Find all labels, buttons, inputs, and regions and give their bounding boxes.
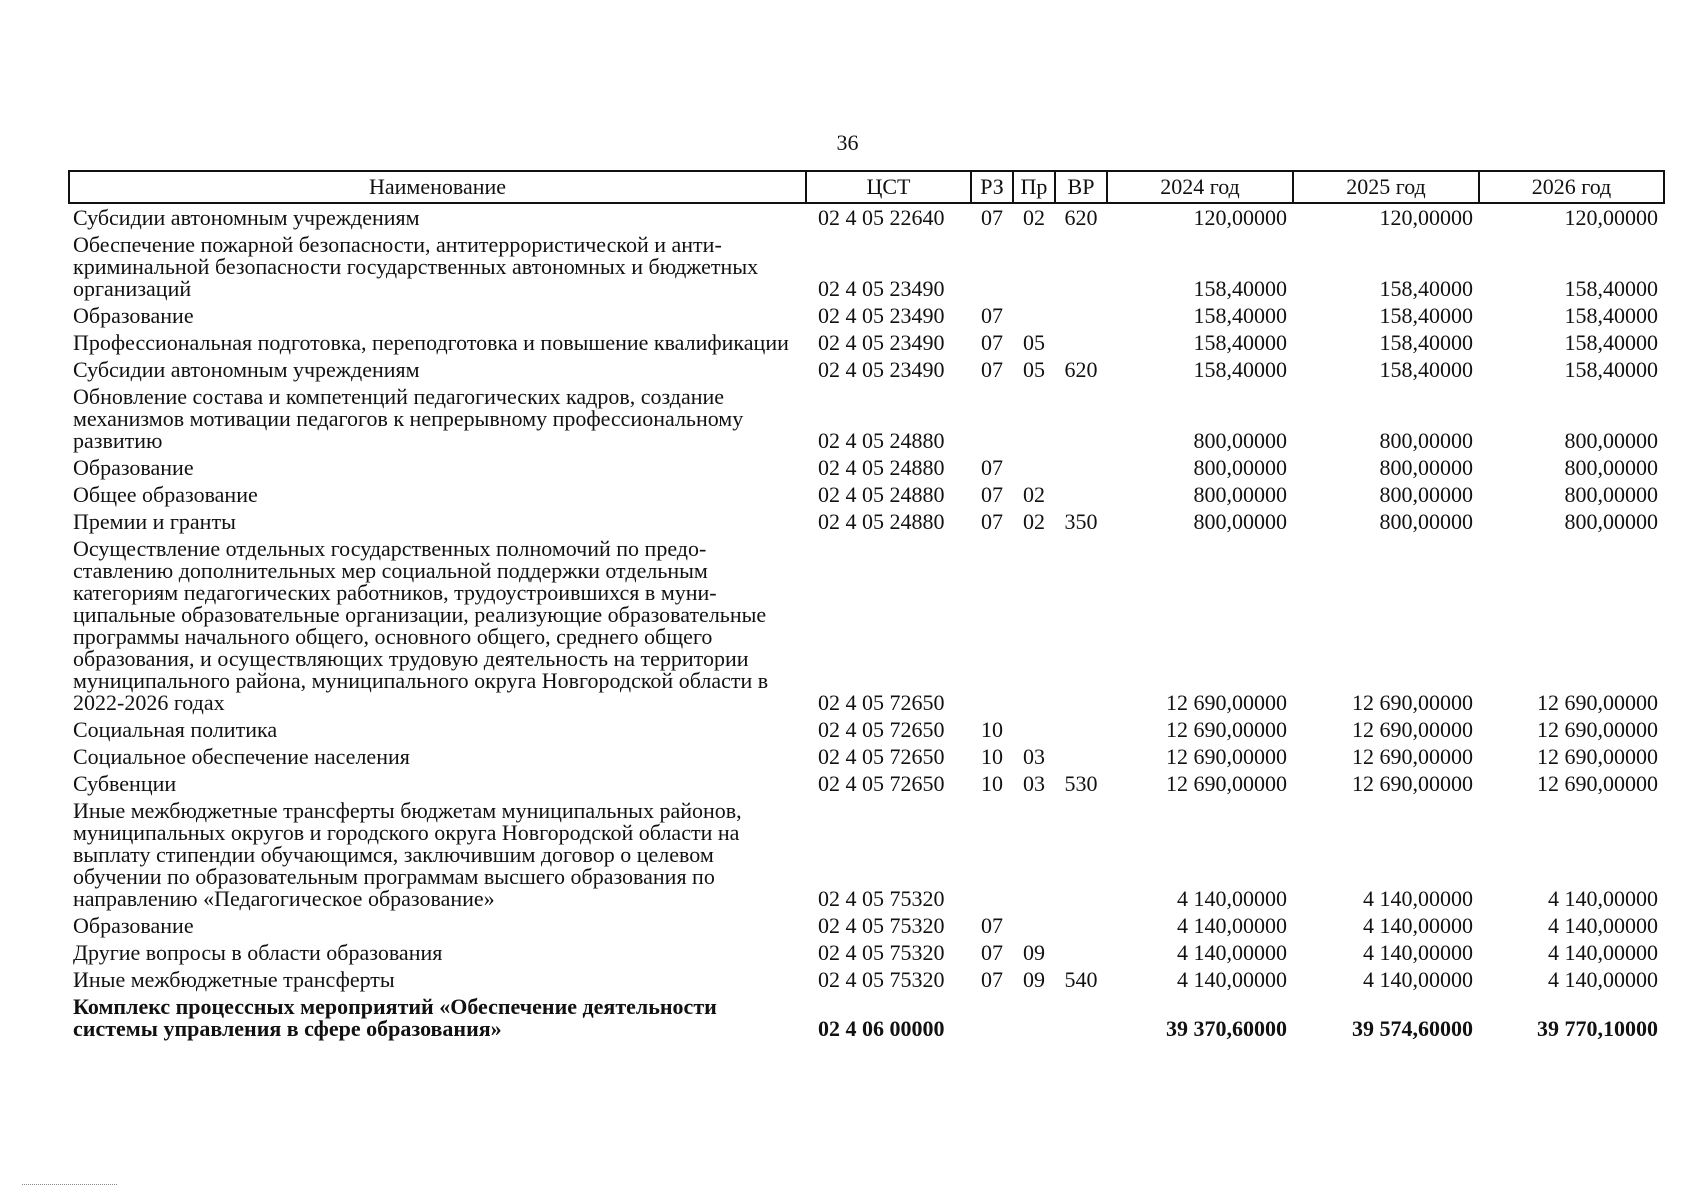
- cell-name: Социальное обеспечение населения: [73, 744, 410, 769]
- cell-cst: 02 4 05 72650: [818, 771, 945, 796]
- cell-pr: [1013, 912, 1055, 939]
- cell-2025: 158,40000: [1379, 303, 1473, 328]
- cell-2024: 800,00000: [1193, 428, 1287, 453]
- cell-2025: 12 690,00000: [1352, 744, 1473, 769]
- cell-pr: [1013, 231, 1055, 302]
- cell-cst: 02 4 05 75320: [818, 913, 945, 938]
- cell-name: Иные межбюджетные трансферты бюджетам муниципальных районов, муниципальных округов и городского округа Новгородской области на выплату стипендии обучающимся, заключившим договор о целевом обучении по образовательным программам высшего образования по направлению «Педагогическое образование»: [73, 798, 742, 911]
- cell-2026: 800,00000: [1564, 482, 1658, 507]
- header-2024: 2024 год: [1107, 171, 1293, 203]
- cell-pr: 02: [1023, 205, 1045, 230]
- cell-2026: 4 140,00000: [1548, 913, 1658, 938]
- cell-2024: 4 140,00000: [1177, 913, 1287, 938]
- cell-vr: [1055, 993, 1107, 1042]
- cell-2026: 4 140,00000: [1548, 940, 1658, 965]
- cell-2025: 158,40000: [1379, 357, 1473, 382]
- cell-cst: 02 4 06 00000: [818, 1016, 945, 1041]
- cell-pr: 05: [1023, 330, 1045, 355]
- cell-name: Общее образование: [73, 482, 258, 507]
- header-2025: 2025 год: [1293, 171, 1479, 203]
- table-row: [69, 912, 1664, 939]
- cell-pr: [1013, 383, 1055, 454]
- cell-2025: 800,00000: [1379, 482, 1473, 507]
- cell-rz: 07: [981, 205, 1003, 230]
- cell-pr: 03: [1023, 771, 1045, 796]
- cell-pr: [1013, 716, 1055, 743]
- table-row: [69, 231, 1664, 302]
- cell-vr: [1055, 302, 1107, 329]
- cell-name: Профессиональная подготовка, переподготовка и повышение квалификации: [73, 330, 789, 355]
- header-2026: 2026 год: [1479, 171, 1664, 203]
- header-rz: РЗ: [971, 171, 1013, 203]
- table-row: [69, 481, 1664, 508]
- table-header: [69, 171, 1664, 203]
- cell-vr: [1055, 535, 1107, 716]
- cell-2026: 158,40000: [1564, 330, 1658, 355]
- cell-name: Осуществление отдельных государственных полномочий по предоставлению дополнительных мер социальной поддержки отдельным категориям педагогических работников, трудоустроившихся в муниципальные образовательные организации, реализующие образовательные программы начального общего, основного общего, среднего общего образования, и осуществляющих трудовую деятельность на территории муниципального района, муниципального округа Новгородской области в 2022-2026 годах: [73, 536, 769, 715]
- cell-name: Комплекс процессных мероприятий «Обеспечение деятельности системы управления в сфере образования»: [73, 994, 717, 1041]
- cell-2024: 4 140,00000: [1177, 886, 1287, 911]
- cell-2024: 158,40000: [1193, 276, 1287, 301]
- header-row: [69, 171, 1664, 203]
- cell-cst: 02 4 05 23490: [818, 276, 945, 301]
- cell-2024: 158,40000: [1193, 357, 1287, 382]
- table-row: [69, 939, 1664, 966]
- table-row: [69, 454, 1664, 481]
- cell-2026: 12 690,00000: [1537, 717, 1658, 742]
- cell-name: Обеспечение пожарной безопасности, антитеррористической и антикриминальной безопасности государственных автономных и бюджетных организаций: [73, 232, 759, 301]
- cell-vr: [1055, 329, 1107, 356]
- header-name: Наименование: [69, 171, 806, 203]
- table-row: [69, 203, 1664, 231]
- cell-rz: 07: [981, 913, 1003, 938]
- cell-cst: 02 4 05 75320: [818, 940, 945, 965]
- cell-vr: [1055, 481, 1107, 508]
- cell-2025: 12 690,00000: [1352, 771, 1473, 796]
- cell-vr: 530: [1064, 771, 1098, 796]
- cell-2026: 12 690,00000: [1537, 771, 1658, 796]
- cell-vr: [1055, 912, 1107, 939]
- footer-rule: [22, 1184, 117, 1186]
- cell-pr: 09: [1023, 967, 1045, 992]
- table-row: [69, 383, 1664, 454]
- cell-2024: 800,00000: [1193, 509, 1287, 534]
- cell-rz: 07: [981, 967, 1003, 992]
- cell-cst: 02 4 05 22640: [818, 205, 945, 230]
- cell-cst: 02 4 05 24880: [818, 455, 945, 480]
- cell-cst: 02 4 05 75320: [818, 886, 945, 911]
- cell-rz: 07: [981, 303, 1003, 328]
- table-row: [69, 966, 1664, 993]
- cell-2024: 39 370,60000: [1166, 1016, 1287, 1041]
- cell-name: Премии и гранты: [73, 509, 236, 534]
- cell-name: Социальная политика: [73, 717, 278, 742]
- cell-cst: 02 4 05 24880: [818, 509, 945, 534]
- header-pr: Пр: [1013, 171, 1055, 203]
- cell-name: Образование: [73, 303, 194, 328]
- cell-rz: 07: [981, 482, 1003, 507]
- cell-rz: [971, 535, 1013, 716]
- cell-2025: 12 690,00000: [1352, 690, 1473, 715]
- table-row: [69, 356, 1664, 383]
- table-row: [69, 770, 1664, 797]
- cell-rz: 10: [981, 744, 1003, 769]
- cell-2025: 800,00000: [1379, 428, 1473, 453]
- cell-vr: [1055, 231, 1107, 302]
- cell-2025: 158,40000: [1379, 276, 1473, 301]
- cell-2024: 12 690,00000: [1166, 744, 1287, 769]
- cell-pr: 02: [1023, 509, 1045, 534]
- cell-pr: [1013, 454, 1055, 481]
- cell-2025: 120,00000: [1379, 205, 1473, 230]
- cell-2026: 39 770,10000: [1537, 1016, 1658, 1041]
- cell-name: Субсидии автономным учреждениям: [73, 205, 420, 230]
- cell-2026: 800,00000: [1564, 509, 1658, 534]
- cell-cst: 02 4 05 72650: [818, 690, 945, 715]
- cell-cst: 02 4 05 75320: [818, 967, 945, 992]
- cell-2025: 800,00000: [1379, 509, 1473, 534]
- cell-2026: 4 140,00000: [1548, 967, 1658, 992]
- cell-pr: 05: [1023, 357, 1045, 382]
- cell-2024: 12 690,00000: [1166, 717, 1287, 742]
- cell-2026: 158,40000: [1564, 276, 1658, 301]
- cell-vr: 620: [1064, 205, 1098, 230]
- cell-2025: 4 140,00000: [1363, 913, 1473, 938]
- cell-cst: 02 4 05 24880: [818, 428, 945, 453]
- header-vr: ВР: [1055, 171, 1107, 203]
- cell-cst: 02 4 05 24880: [818, 482, 945, 507]
- cell-2026: 12 690,00000: [1537, 744, 1658, 769]
- cell-name: Иные межбюджетные трансферты: [73, 967, 395, 992]
- cell-pr: 03: [1023, 744, 1045, 769]
- cell-rz: [971, 383, 1013, 454]
- cell-2024: 158,40000: [1193, 303, 1287, 328]
- cell-rz: 07: [981, 357, 1003, 382]
- cell-2024: 120,00000: [1193, 205, 1287, 230]
- cell-rz: 07: [981, 509, 1003, 534]
- cell-rz: 10: [981, 771, 1003, 796]
- cell-pr: [1013, 302, 1055, 329]
- cell-2025: 39 574,60000: [1352, 1016, 1473, 1041]
- cell-cst: 02 4 05 23490: [818, 303, 945, 328]
- cell-cst: 02 4 05 23490: [818, 330, 945, 355]
- cell-rz: [971, 797, 1013, 912]
- table-row: [69, 508, 1664, 535]
- table-row: [69, 716, 1664, 743]
- cell-2026: 12 690,00000: [1537, 690, 1658, 715]
- cell-2025: 4 140,00000: [1363, 886, 1473, 911]
- table-row: [69, 535, 1664, 716]
- cell-rz: 07: [981, 455, 1003, 480]
- cell-2024: 4 140,00000: [1177, 940, 1287, 965]
- cell-2025: 12 690,00000: [1352, 717, 1473, 742]
- cell-cst: 02 4 05 23490: [818, 357, 945, 382]
- cell-2026: 158,40000: [1564, 357, 1658, 382]
- cell-2026: 800,00000: [1564, 428, 1658, 453]
- table-row: [69, 993, 1664, 1042]
- cell-pr: [1013, 535, 1055, 716]
- cell-2024: 12 690,00000: [1166, 690, 1287, 715]
- cell-2024: 800,00000: [1193, 455, 1287, 480]
- cell-vr: [1055, 454, 1107, 481]
- cell-vr: 350: [1064, 509, 1098, 534]
- cell-2026: 4 140,00000: [1548, 886, 1658, 911]
- cell-name: Другие вопросы в области образования: [73, 940, 443, 965]
- cell-cst: 02 4 05 72650: [818, 744, 945, 769]
- cell-2025: 800,00000: [1379, 455, 1473, 480]
- cell-2025: 158,40000: [1379, 330, 1473, 355]
- cell-rz: 07: [981, 940, 1003, 965]
- cell-name: Субвенции: [73, 771, 177, 796]
- table-body: [69, 203, 1664, 1042]
- cell-vr: 620: [1064, 357, 1098, 382]
- cell-name: Образование: [73, 913, 194, 938]
- cell-name: Обновление состава и компетенций педагогических кадров, создание механизмов мотивации педагогов к непрерывному профессиональному развитию: [73, 384, 744, 453]
- cell-name: Образование: [73, 455, 194, 480]
- cell-2026: 800,00000: [1564, 455, 1658, 480]
- cell-rz: [971, 993, 1013, 1042]
- table-row: [69, 302, 1664, 329]
- cell-pr: 02: [1023, 482, 1045, 507]
- cell-vr: [1055, 383, 1107, 454]
- cell-pr: 09: [1023, 940, 1045, 965]
- cell-rz: [971, 231, 1013, 302]
- table-row: [69, 329, 1664, 356]
- table-row: [69, 743, 1664, 770]
- cell-pr: [1013, 797, 1055, 912]
- cell-name: Субсидии автономным учреждениям: [73, 357, 420, 382]
- cell-2024: 4 140,00000: [1177, 967, 1287, 992]
- header-cst: ЦСТ: [806, 171, 971, 203]
- cell-vr: [1055, 939, 1107, 966]
- cell-2026: 120,00000: [1564, 205, 1658, 230]
- table-row: [69, 797, 1664, 912]
- cell-vr: [1055, 797, 1107, 912]
- cell-vr: [1055, 743, 1107, 770]
- cell-vr: 540: [1064, 967, 1098, 992]
- budget-table: [68, 170, 1665, 1042]
- page-number: 36: [836, 130, 859, 155]
- cell-2025: 4 140,00000: [1363, 967, 1473, 992]
- cell-2024: 800,00000: [1193, 482, 1287, 507]
- cell-2024: 158,40000: [1193, 330, 1287, 355]
- cell-vr: [1055, 716, 1107, 743]
- cell-2024: 12 690,00000: [1166, 771, 1287, 796]
- cell-rz: 10: [981, 717, 1003, 742]
- cell-cst: 02 4 05 72650: [818, 717, 945, 742]
- cell-pr: [1013, 993, 1055, 1042]
- cell-2025: 4 140,00000: [1363, 940, 1473, 965]
- cell-rz: 07: [981, 330, 1003, 355]
- cell-2026: 158,40000: [1564, 303, 1658, 328]
